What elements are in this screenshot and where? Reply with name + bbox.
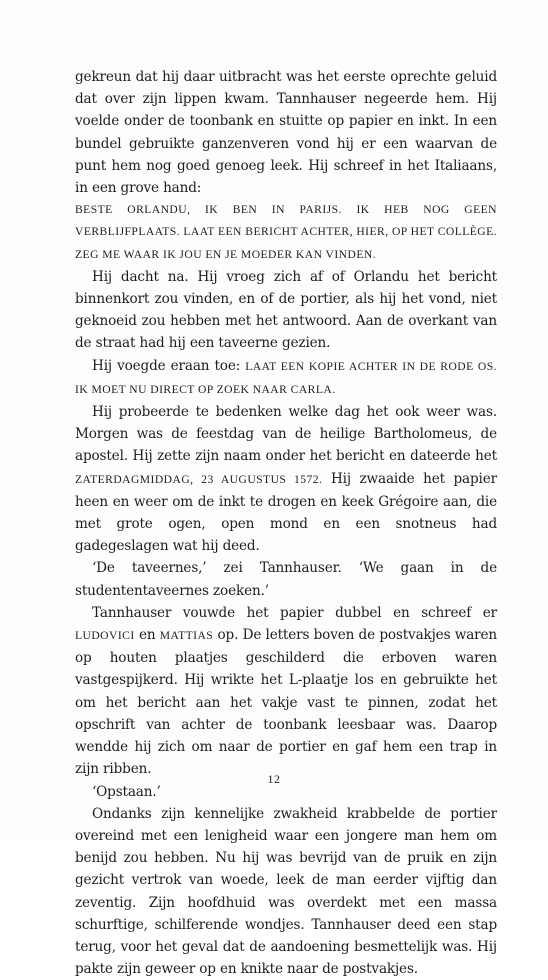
paragraph-7	[75, 602, 497, 781]
body-text-run: Hij voegde eraan toe:	[92, 357, 246, 374]
body-text-run: Ondanks zijn kennelijke zwakheid krabbelde de portier overeind met een lenigheid waar een jongere man hem om benijd zou hebben. Nu hij was bevrijd van de pruik en zijn gezicht vertrok van woede, leek de man eerder vijftig dan zeventig. Zijn hoofdhuid was overdekt met een massa schurftige, schilferende wondjes. Tannhauser deed een stap terug, voor het geval dat de aandoening besmettelijk was. Hij pakte zijn geweer op en knikte naar de postvakjes.	[75, 805, 497, 978]
body-text-run: Hij dacht na. Hij vroeg zich af of Orlandu het bericht binnenkort zou vinden, en of de portier, als hij het vond, niet geknoeid zou hebben met het antwoord. Aan de overkant van de straat had hij een taveerne gezien.	[75, 268, 497, 352]
page-number: 12	[267, 772, 281, 786]
paragraph-2-letter	[75, 199, 497, 266]
body-text-run: en	[134, 627, 160, 644]
smallcaps-text: ZATERDAGMIDDAG, 23 AUGUSTUS 1572.	[75, 472, 323, 486]
body-text-run: ‘Opstaan.’	[92, 783, 161, 800]
paragraph-9	[75, 803, 497, 980]
paragraph-5	[75, 401, 497, 557]
smallcaps-text: BESTE ORLANDU, IK BEN IN PARIJS. IK HEB NOG GEEN VERBLIJFPLAATS. LAAT EEN BERICHT ACHTER, HIER, OP HET COLLÈGE. ZEG ME WAAR IK JOU EN JE MOEDER KAN VINDEN.	[75, 203, 497, 261]
body-text-run: Tannhauser vouwde het papier dubbel en schreef er	[92, 604, 497, 621]
smallcaps-text: LUDOVICI	[75, 629, 135, 643]
paragraph-4	[75, 355, 497, 401]
paragraph-3	[75, 266, 497, 355]
body-text-run: gekreun dat hij daar uitbracht was het eerste oprechte geluid dat over zijn lippen kwam. Tannhauser negeerde hem. Hij voelde onder de toonbank en stuitte op papier en inkt. In een bundel gebruikte ganzenveren vond hij er een waarvan de punt hem nog goed genoeg leek. Hij schreef in het Italiaans, in een grove hand:	[75, 69, 497, 197]
smallcaps-text: MATTIAS	[159, 629, 214, 643]
body-text	[75, 66, 497, 980]
paragraph-1	[75, 66, 497, 199]
smallcaps-text: LAAT EEN KOPIE ACHTER IN DE RODE OS. IK MOET NU DIRECT OP ZOEK NAAR CARLA.	[75, 359, 498, 396]
body-text-run: Hij probeerde te bedenken welke dag het ook weer was. Morgen was de feestdag van de heilige Bartholomeus, de apostel. Hij zette zijn naam onder het bericht en dateerde het	[75, 404, 497, 465]
body-text-run: Hij zwaaide het papier heen en weer om de inkt te drogen en keek Grégoire aan, die met grote ogen, open mond en een snotneus had gadegeslagen wat hij deed.	[75, 470, 497, 555]
body-text-run: op. De letters boven de postvakjes waren op houten plaatjes geschilderd die erboven waren vastgespijkerd. Hij wrikte het L-plaatje los en gebruikte het om het bericht aan het vakje vast te pinnen, zodat het opschrift van achter de toonbank leesbaar was. Daarop wendde hij zich om naar de portier en gaf hem een trap in zijn ribben.	[75, 627, 498, 778]
paragraph-6	[75, 557, 497, 601]
body-text-run: ‘De taveernes,’ zei Tannhauser. ‘We gaan in de studententaveernes zoeken.’	[75, 560, 497, 599]
